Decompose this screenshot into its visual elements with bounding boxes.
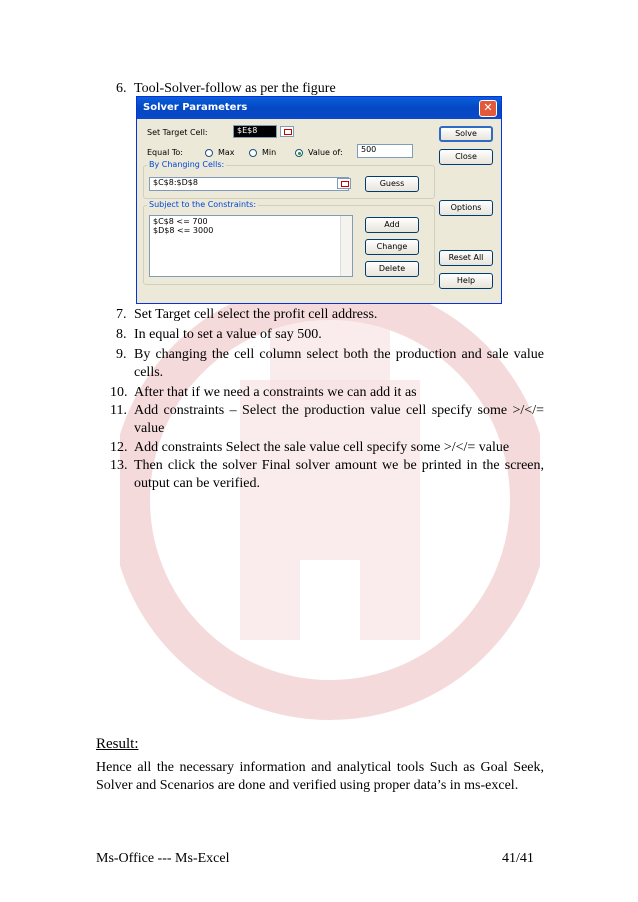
- guess-button[interactable]: Guess: [365, 176, 419, 192]
- equal-to-label: Equal To:: [147, 148, 183, 157]
- constraint-item[interactable]: $D$8 <= 3000: [153, 226, 214, 235]
- step-number: 9.: [116, 347, 127, 362]
- solver-parameters-dialog: [136, 96, 502, 304]
- step-text: Set Target cell select the profit cell address.: [134, 307, 378, 322]
- set-target-ref-button[interactable]: [280, 126, 294, 137]
- result-heading: Result:: [96, 736, 139, 752]
- footer-left: Ms-Office --- Ms-Excel: [96, 851, 230, 866]
- by-changing-input[interactable]: $C$8:$D$8: [149, 177, 349, 191]
- step-number: 10.: [110, 385, 128, 400]
- step-8: [116, 326, 544, 344]
- add-button[interactable]: Add: [365, 217, 419, 233]
- constraints-scrollbar[interactable]: [340, 216, 352, 276]
- radio-min[interactable]: [249, 149, 257, 157]
- solve-button[interactable]: Solve: [439, 126, 493, 142]
- step-text: After that if we need a constraints we can add it as: [134, 385, 417, 400]
- by-changing-ref-button[interactable]: [337, 178, 351, 189]
- radio-value-of[interactable]: [295, 149, 303, 157]
- step-9: [116, 346, 544, 382]
- result-text: Hence all the necessary information and analytical tools Such as Goal Seek, Solver and Scenarios are done and verified using proper data’s in ms-excel.: [96, 760, 544, 793]
- constraints-list[interactable]: [149, 215, 353, 277]
- value-of-input[interactable]: 500: [357, 144, 413, 158]
- step-number: 6.: [116, 81, 127, 96]
- constraints-label: Subject to the Constraints:: [149, 200, 257, 209]
- reset-all-button[interactable]: Reset All: [439, 250, 493, 266]
- step-text: Add constraints Select the sale value cell specify some >/</= value: [134, 440, 510, 455]
- close-button[interactable]: Close: [439, 149, 493, 165]
- dialog-titlebar: [137, 97, 501, 119]
- step-text: Add constraints – Select the production value cell specify some >/</= value: [134, 403, 544, 436]
- change-button[interactable]: Change: [365, 239, 419, 255]
- step-number: 11.: [110, 403, 127, 418]
- by-changing-label: By Changing Cells:: [149, 160, 225, 169]
- step-7: [116, 306, 544, 324]
- options-button[interactable]: Options: [439, 200, 493, 216]
- help-button[interactable]: Help: [439, 273, 493, 289]
- radio-max-label: Max: [218, 148, 235, 157]
- delete-button[interactable]: Delete: [365, 261, 419, 277]
- radio-value-of-label: Value of:: [308, 148, 343, 157]
- set-target-label: Set Target Cell:: [147, 128, 208, 137]
- step-text: Tool-Solver-follow as per the figure: [134, 81, 336, 96]
- close-icon[interactable]: ✕: [479, 100, 497, 117]
- page-number: 41/41: [502, 851, 534, 866]
- step-10: [110, 384, 544, 402]
- step-text: Then click the solver Final solver amount we be printed in the screen, output can be verified.: [134, 458, 544, 491]
- step-12: [110, 439, 544, 457]
- radio-max[interactable]: [205, 149, 213, 157]
- step-number: 13.: [110, 458, 128, 473]
- dialog-title: Solver Parameters: [143, 102, 248, 113]
- step-number: 12.: [110, 440, 128, 455]
- constraint-item[interactable]: $C$8 <= 700: [153, 217, 208, 226]
- set-target-input[interactable]: $E$8: [233, 125, 277, 138]
- radio-min-label: Min: [262, 148, 277, 157]
- step-text: By changing the cell column select both the production and sale value cells.: [134, 347, 544, 380]
- step-13: [110, 457, 544, 493]
- step-number: 7.: [116, 307, 127, 322]
- step-text: In equal to set a value of say 500.: [134, 327, 322, 342]
- step-11: [110, 402, 544, 438]
- step-number: 8.: [116, 327, 127, 342]
